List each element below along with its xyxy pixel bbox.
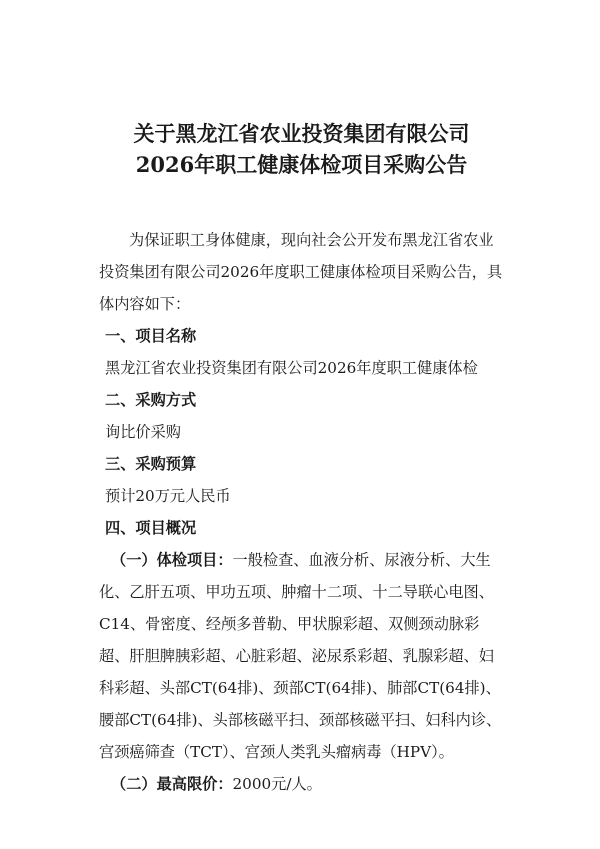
document-title: [99, 0, 504, 180]
overview-item-checkup-items: [99, 544, 504, 768]
overview-item-2-label: （二）最高限价：: [111, 775, 233, 793]
section-value-budget: 预计20万元人民币: [105, 487, 231, 505]
title-line-1: 关于黑龙江省农业投资集团有限公司: [133, 121, 470, 146]
overview-item-1-label: （一）体检项目：: [111, 551, 233, 569]
section-heading-project-name: 一、项目名称: [105, 327, 197, 345]
intro-paragraph: 为保证职工身体健康，现向社会公开发布黑龙江省农业投资集团有限公司2026年度职工健康体检项目采购公告，具体内容如下：: [99, 231, 503, 313]
section-heading-budget: 三、采购预算: [105, 455, 197, 473]
section-value-procurement-method: 询比价采购: [105, 423, 181, 441]
overview-item-1-text: 一般检查、血液分析、尿液分析、大生化、乙肝五项、甲功五项、肿瘤十二项、十二导联心电图、C14、骨密度、经颅多普勒、甲状腺彩超、双侧颈动脉彩超、肝胆脾胰彩超、心脏彩超、泌尿系彩超、乳腺彩超、妇科彩超、头部CT(64排)、颈部CT(64排)、肺部CT(64排)、腰部CT(64排)、头部核磁平扫、颈部核磁平扫、妇科内诊、宫颈癌筛查（TCT）、宫颈人类乳头瘤病毒（HPV）。: [99, 551, 502, 761]
section-heading-procurement-method: 二、采购方式: [105, 391, 197, 409]
overview-item-2-text: 2000元/人。: [232, 775, 322, 793]
section-heading-overview: 四、项目概况: [105, 519, 197, 537]
overview-item-price-limit: [99, 768, 504, 800]
title-line-2: 2026年职工健康体检项目采购公告: [135, 152, 468, 177]
section-value-project-name: 黑龙江省农业投资集团有限公司2026年度职工健康体检: [105, 359, 478, 377]
